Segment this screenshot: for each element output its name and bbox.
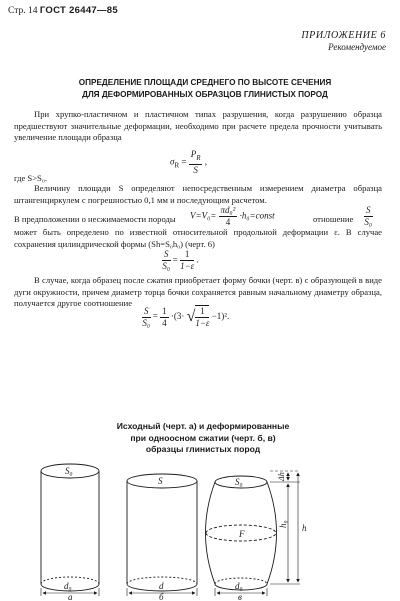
- label-h0: h₀: [278, 520, 288, 528]
- label-c-middle: F: [239, 529, 245, 539]
- formula-den: S: [193, 164, 198, 175]
- formula-ratio-num: S: [366, 205, 371, 215]
- section-title-line-1: ОПРЕДЕЛЕНИЕ ПЛОЩАДИ СРЕДНЕГО ПО ВЫСОТЕ СЕЧЕНИЯ: [78, 78, 332, 87]
- formula-volume-num: πd₀²: [220, 205, 236, 215]
- paragraph-6: В случае, когда образец после сжатия приобретает форму бочки (черт. в) с образующей в виде дуги окружности, причем диаметр торца бочки сохраняется равным начальному диаметру образца, получается другое соотношение: [14, 275, 382, 309]
- label-b-letter: б: [159, 592, 164, 601]
- formula-eq: =: [181, 156, 187, 167]
- label-b-top: S: [158, 476, 163, 486]
- formula-barrel-coef-num: 1: [162, 305, 167, 316]
- label-delta-h: Δh: [277, 472, 286, 481]
- formula-barrel-root-den: 1−ε: [195, 318, 210, 328]
- formula-barrel-mid: ·(3·: [170, 311, 185, 322]
- label-c-top: S₀: [235, 477, 243, 487]
- appendix-status: Рекомендуемое: [328, 42, 386, 52]
- formula-num-sub: R: [196, 153, 201, 162]
- formula-ratio-den: S₀: [364, 217, 373, 227]
- label-a-letter: а: [68, 592, 73, 601]
- paragraph-3: Величину площади S определяют непосредственным измерением диаметра образца штангенциркулем с погрешностью 0,1 мм и последующим расчетом.: [14, 183, 382, 205]
- figure-caption-line-3: образцы глинистых пород: [145, 444, 261, 454]
- paragraph-5: может быть определено по известной относительной продольной деформации ε. В случае сохранения цилиндрической формы (Sh=S₀h₀) (черт. 6): [14, 227, 382, 249]
- formula-cylinder-eq: =: [172, 254, 178, 265]
- formula-num: P: [190, 149, 197, 159]
- paragraph-2: где S>S₀.: [14, 173, 47, 183]
- formula-sigma: σ: [170, 156, 175, 167]
- formula-tail: ,: [204, 156, 207, 167]
- formula-volume-tail: ·h₀=const: [239, 210, 275, 221]
- standard-number: ГОСТ 26447—85: [39, 5, 118, 16]
- formula-volume-lhs: V=V₀=: [190, 210, 217, 221]
- section-title-line-2: ДЛЯ ДЕФОРМИРОВАННЫХ ОБРАЗЦОВ ГЛИНИСТЫХ ПОРОД: [82, 90, 328, 99]
- formula-cylinder-lhs-den: S₀: [162, 261, 171, 271]
- formula-sigma-sub: R: [174, 161, 180, 170]
- formula-barrel-tail: −1)².: [211, 311, 230, 322]
- paragraph-1: При хрупко-пластичном и пластичном типах разрушения, когда разрушению образца предшествуют значительные деформации, необходимо при расчете предела прочности учитывать увеличение площади образца: [14, 109, 382, 143]
- label-a-top: S₀: [65, 466, 73, 476]
- paragraph-4-end: отношение: [313, 214, 354, 224]
- specimen-a: [41, 464, 99, 596]
- appendix-title: ПРИЛОЖЕНИЕ 6: [301, 30, 386, 41]
- sqrt-icon: √: [186, 308, 196, 325]
- label-c-letter: в: [238, 592, 242, 601]
- formula-cylinder-lhs-num: S: [164, 249, 169, 259]
- formula-volume-den: 4: [225, 217, 231, 227]
- formula-barrel-root-num: 1: [195, 306, 209, 318]
- label-h: h: [302, 523, 307, 533]
- page-number: Стр. 14: [8, 6, 38, 16]
- label-a-bottom: d₀: [64, 581, 72, 591]
- specimen-b: [127, 474, 197, 596]
- label-c-bottom: d₀: [235, 581, 243, 591]
- label-b-bottom: d: [159, 581, 164, 591]
- formula-cylinder-tail: .: [196, 254, 199, 265]
- formula-barrel-eq: =: [152, 311, 158, 322]
- figure-caption-line-1: Исходный (черт. а) и деформированные: [116, 421, 290, 431]
- figure-caption-line-2: при одноосном сжатии (черт. б, в): [130, 432, 276, 443]
- formula-cylinder-rhs-den: 1−ε: [180, 261, 195, 271]
- paragraph-4-start: В предположении о несжимаемости породы: [14, 214, 176, 224]
- formula-barrel-lhs-num: S: [144, 305, 149, 316]
- formula-barrel-coef-den: 4: [162, 317, 167, 328]
- formula-cylinder-rhs-num: 1: [180, 249, 194, 261]
- formula-barrel-lhs-den: S₀: [142, 317, 151, 328]
